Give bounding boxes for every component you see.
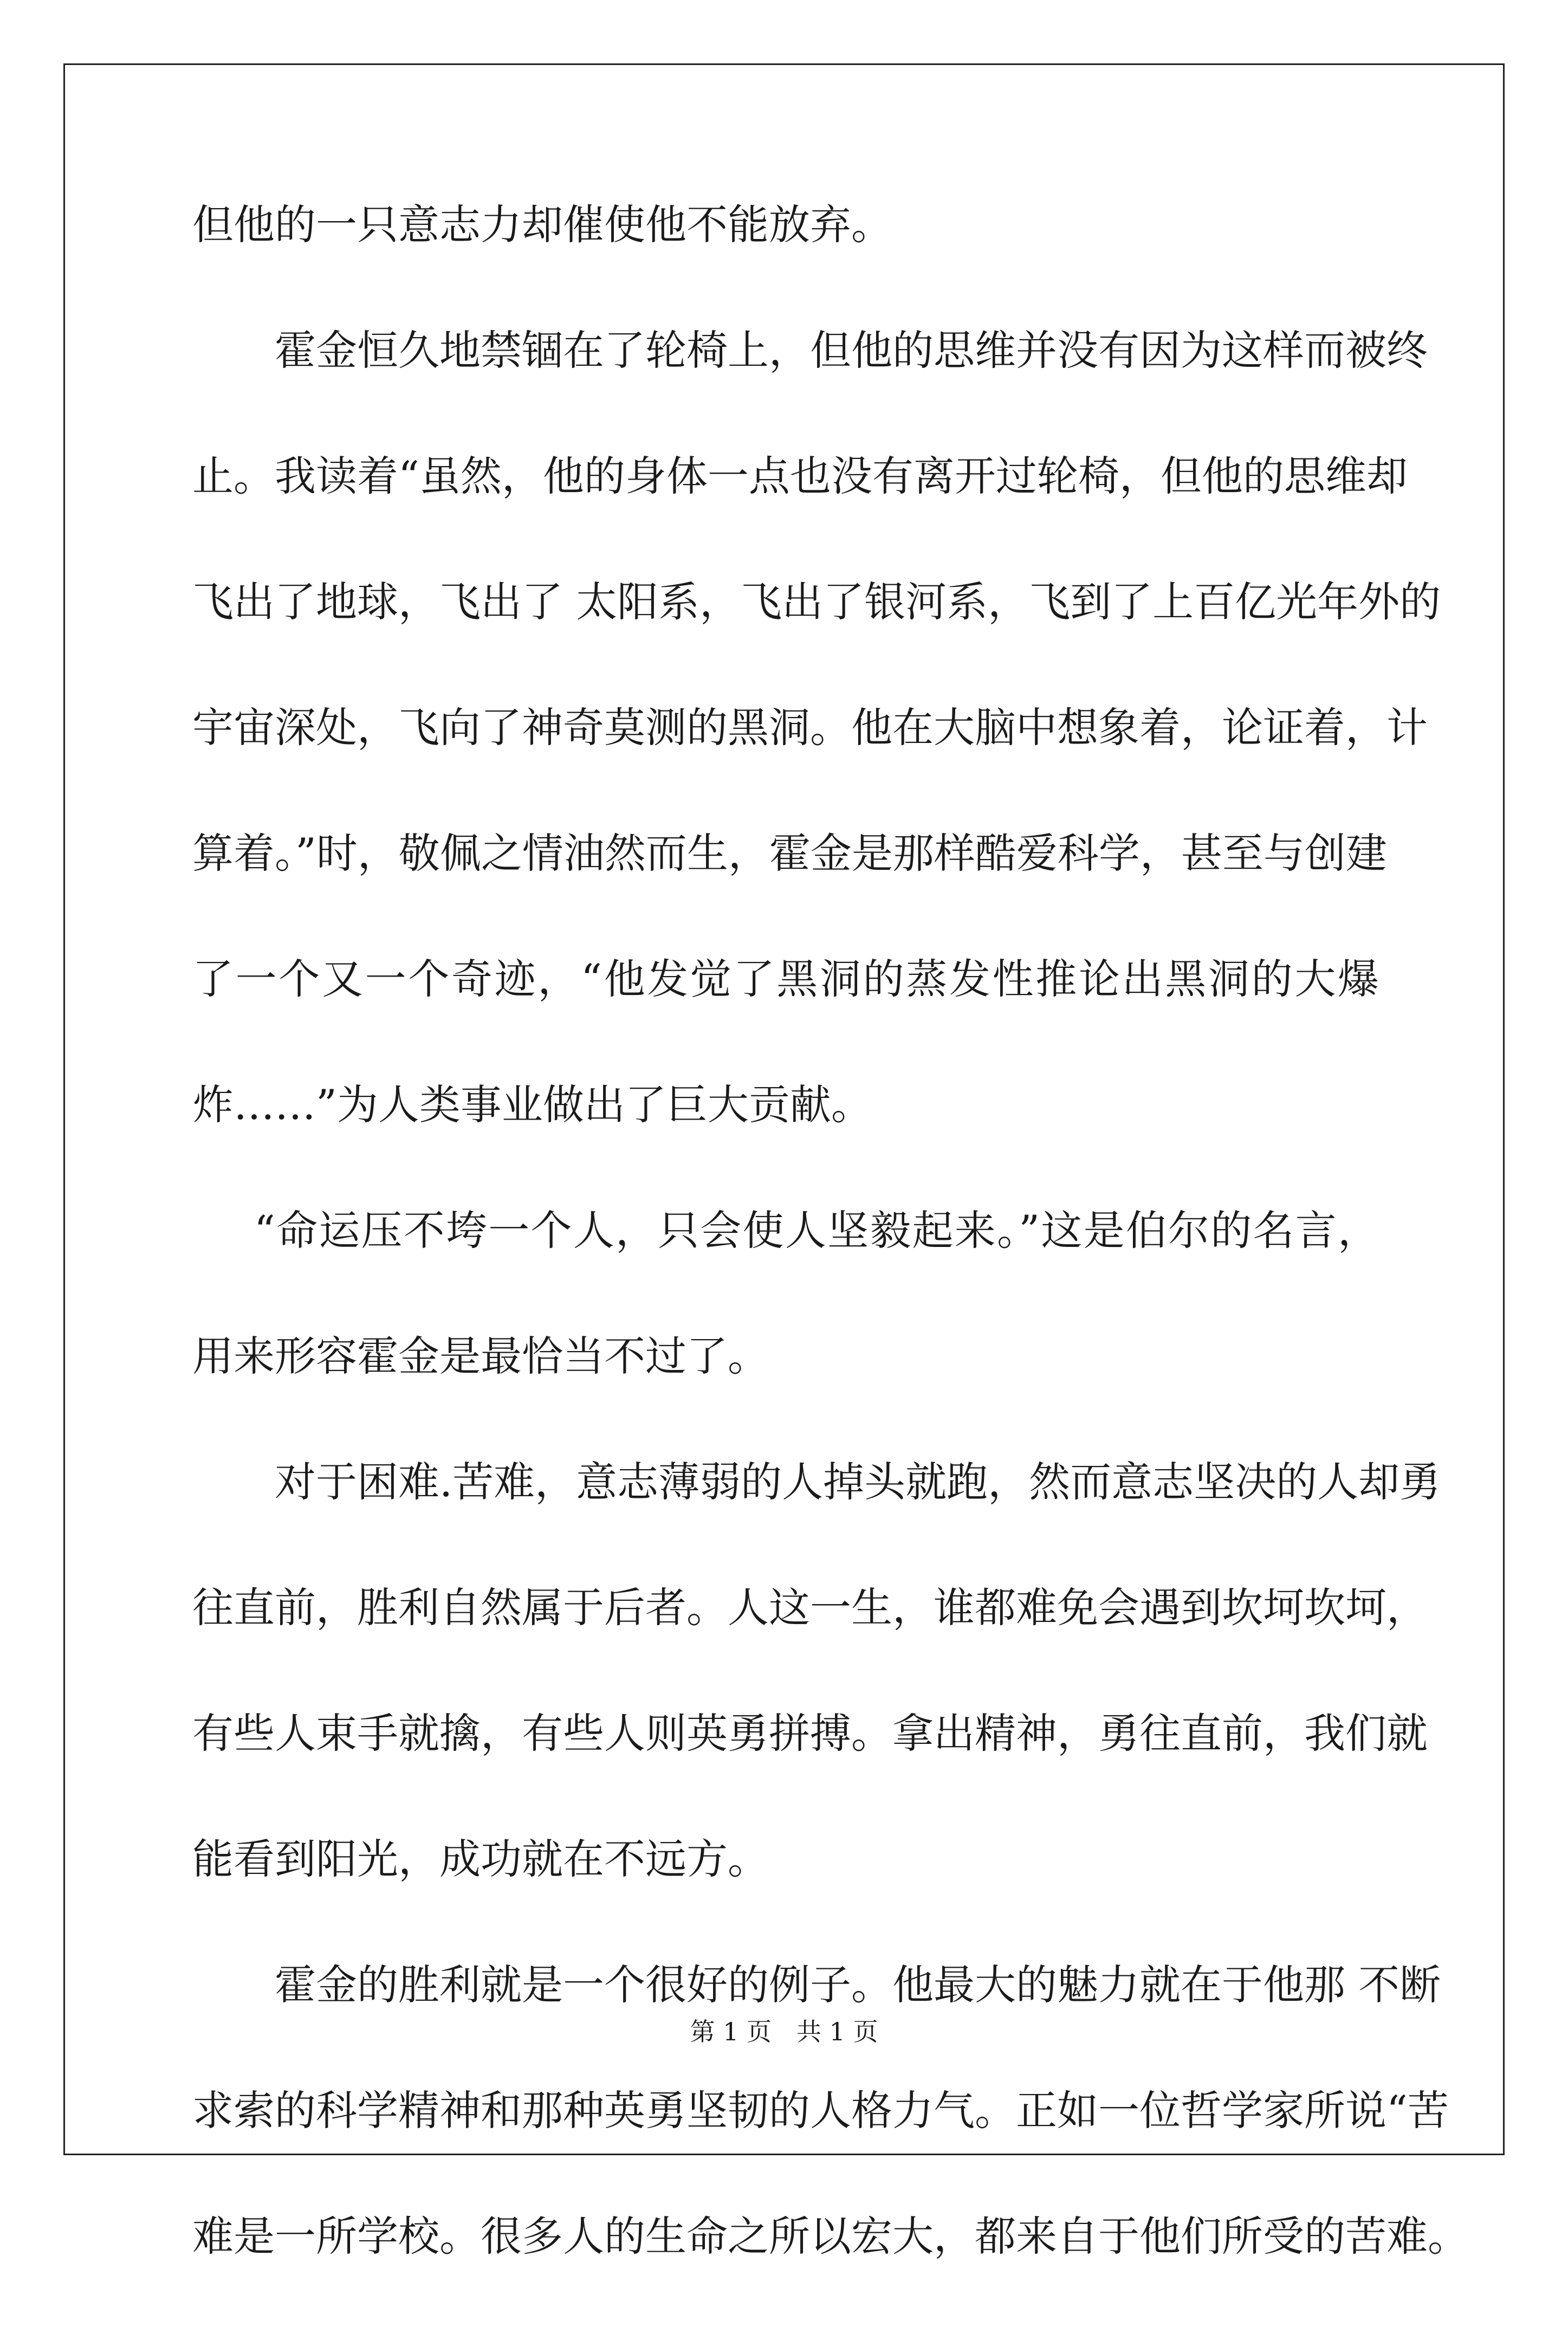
text-line: 难是一所学校。很多人的生命之所以宏大，都来自于他们所受的苦难。 bbox=[192, 2212, 1469, 2260]
text-line: 了一个又一个奇迹，“他发觉了黑洞的蒸发性推论出黑洞的大爆 bbox=[192, 955, 1379, 1003]
text-line: 但他的一只意志力却催使他不能放弃。 bbox=[192, 201, 892, 249]
text-line: 用来形容霍金是最恰当不过了。 bbox=[192, 1332, 769, 1380]
text-line: 霍金恒久地禁锢在了轮椅上，但他的思维并没有因为这样而被终 bbox=[275, 326, 1428, 374]
text-line: 飞出了地球，飞出了 太阳系，飞出了银河系，飞到了上百亿光年外的 bbox=[192, 578, 1441, 626]
text-line: 求索的科学精神和那种英勇坚韧的人格力气。正如一位哲学家所说“苦 bbox=[192, 2086, 1449, 2135]
page-number-footer: 第 1 页 共 1 页 bbox=[690, 2017, 878, 2046]
text-line: 炸……”为人类事业做出了巨大贡献。 bbox=[192, 1081, 872, 1129]
document-body bbox=[192, 190, 1469, 2327]
text-line: 对于困难.苦难，意志薄弱的人掉头就跑，然而意志坚决的人却勇 bbox=[275, 1458, 1441, 1506]
text-line: 能看到阳光，成功就在不远方。 bbox=[192, 1835, 769, 1883]
text-line: “命运压不垮一个人，只会使人坚毅起来。”这是伯尔的名言， bbox=[254, 1206, 1379, 1255]
text-line: 宇宙深处，飞向了神奇莫测的黑洞。他在大脑中想象着，论证着，计 bbox=[192, 703, 1428, 752]
text-line: 往直前，胜利自然属于后者。人这一生，谁都难免会遇到坎坷坎坷， bbox=[192, 1583, 1428, 1632]
text-line: 有些人束手就擒，有些人则英勇拼搏。拿出精神，勇往直前，我们就 bbox=[192, 1709, 1428, 1757]
text-line: 止。我读着“虽然，他的身体一点也没有离开过轮椅，但他的思维却 bbox=[192, 452, 1408, 500]
text-line: 算着。”时，敬佩之情油然而生，霍金是那样酷爱科学，甚至与创建 bbox=[192, 829, 1387, 877]
text-line: 霍金的胜利就是一个很好的例子。他最大的魅力就在于他那 不断 bbox=[275, 1961, 1441, 2009]
